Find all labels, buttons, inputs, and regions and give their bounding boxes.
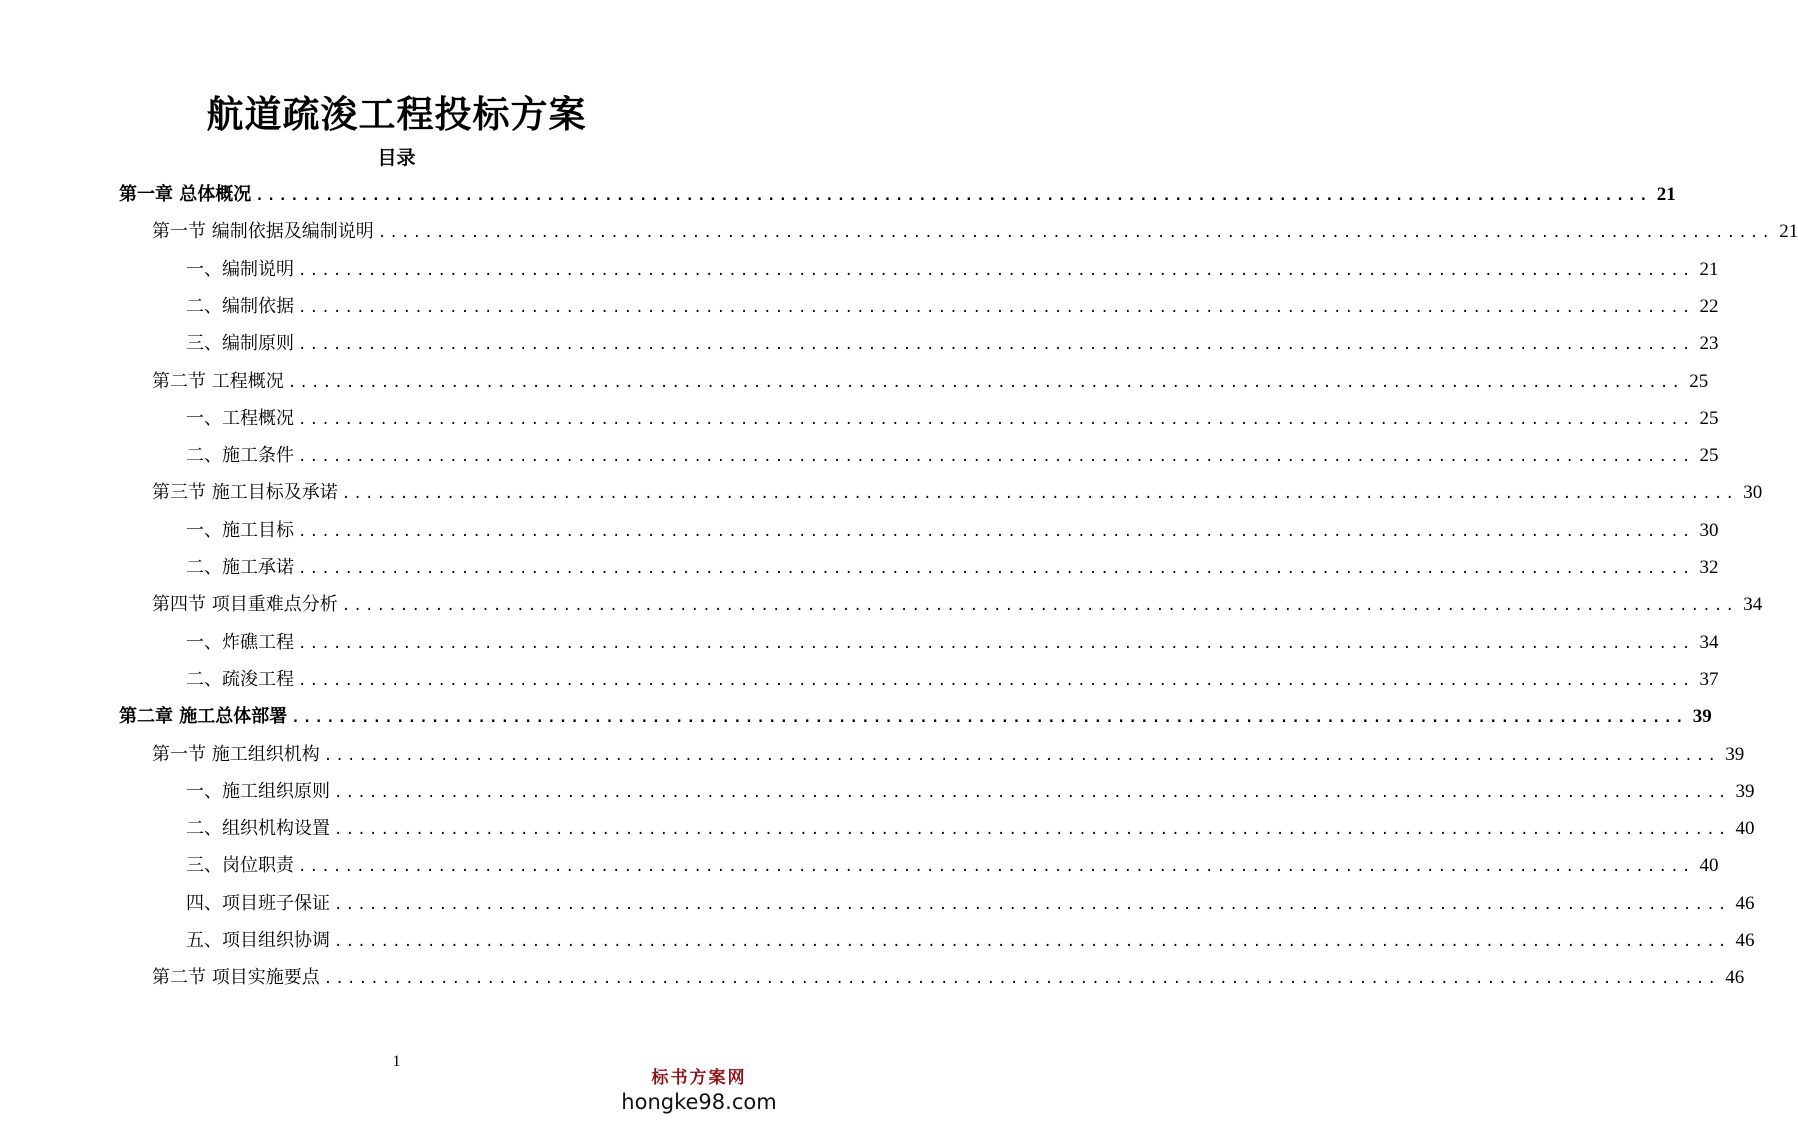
toc-dot-leader: ........................................................................................................................ [298, 523, 1694, 540]
toc-entry-label: 第二节 项目实施要点 [152, 967, 320, 989]
toc-heading: 目录 [377, 147, 416, 169]
toc-dot-leader: ........................................................................................................................ [377, 225, 1774, 242]
toc-dot-leader: ........................................................................................................................ [298, 337, 1694, 354]
toc-entry-label: 一、编制说明 [186, 258, 294, 280]
page-number: 1 [392, 1053, 401, 1070]
toc-entry-label: 二、施工条件 [186, 445, 294, 467]
toc-chapter-entry[interactable] [119, 702, 1712, 732]
toc-dot-leader: ........................................................................................................................ [298, 449, 1694, 466]
toc-entry-label: 第三节 施工目标及承诺 [152, 482, 338, 504]
toc-section-entry[interactable] [152, 217, 1798, 247]
toc-entry-page: 34 [1699, 631, 1719, 653]
toc-entry-page: 40 [1699, 855, 1719, 877]
toc-section-entry[interactable] [152, 963, 1745, 993]
toc-subsection-entry[interactable] [186, 889, 1755, 919]
toc-chapter-entry[interactable] [119, 180, 1676, 210]
toc-entry-label: 第二节 工程概况 [152, 370, 284, 392]
toc-dot-leader: ........................................................................................................................ [287, 374, 1684, 391]
toc-dot-leader: ........................................................................................................................ [334, 934, 1730, 950]
toc-entry-page: 30 [1743, 482, 1763, 504]
toc-entry-page: 39 [1692, 706, 1712, 728]
toc-entry-page: 21 [1656, 184, 1676, 205]
toc-subsection-entry[interactable] [186, 628, 1719, 658]
toc-dot-leader: ........................................................................................................................ [298, 859, 1694, 876]
toc-entry-label: 四、项目班子保证 [186, 892, 330, 914]
watermark-logo [619, 1066, 779, 1114]
toc-dot-leader: ........................................................................................................................ [298, 411, 1694, 428]
toc-dot-leader: ........................................................................................................................ [298, 561, 1694, 577]
toc-entry-page: 21 [1699, 258, 1719, 280]
toc-subsection-entry[interactable] [186, 516, 1719, 546]
toc-entry-label: 二、编制依据 [186, 295, 294, 317]
toc-entry-page: 34 [1743, 594, 1763, 616]
toc-section-entry[interactable] [152, 478, 1763, 508]
toc-subsection-entry[interactable] [186, 926, 1755, 956]
toc-section-entry[interactable] [152, 590, 1763, 620]
toc-subsection-entry[interactable] [186, 255, 1719, 285]
toc-entry-page: 25 [1699, 407, 1719, 429]
toc-entry-label: 五、项目组织协调 [186, 930, 330, 951]
toc-subsection-entry[interactable] [186, 292, 1719, 322]
toc-dot-leader: ........................................................................................................................ [291, 710, 1687, 727]
toc-entry-page: 25 [1699, 445, 1719, 467]
toc-subsection-entry[interactable] [186, 404, 1719, 434]
toc-entry-label: 一、炸礁工程 [186, 631, 294, 653]
toc-entry-label: 一、施工组织原则 [186, 780, 330, 802]
toc-entry-label: 一、施工目标 [186, 519, 294, 541]
toc-dot-leader: ........................................................................................................................ [298, 299, 1694, 316]
toc-dot-leader: ........................................................................................................................ [298, 262, 1694, 279]
toc-dot-leader: ........................................................................................................................ [341, 486, 1738, 503]
toc-entry-label: 第一节 施工组织机构 [152, 743, 320, 765]
toc-entry-label: 第二章 施工总体部署 [119, 706, 288, 728]
toc-entry-page: 21 [1779, 221, 1798, 243]
toc-subsection-entry[interactable] [186, 665, 1719, 695]
toc-entry-label: 第四节 项目重难点分析 [152, 594, 338, 616]
toc-entry-page: 39 [1725, 743, 1745, 765]
toc-entry-label: 二、组织机构设置 [186, 818, 330, 840]
toc-dot-leader: ........................................................................................................................ [298, 635, 1694, 652]
toc-entry-label: 第一节 编制依据及编制说明 [152, 221, 374, 243]
toc-entry-page: 39 [1735, 780, 1755, 802]
document-title: 航道疏浚工程投标方案 [206, 92, 587, 136]
toc-dot-leader: ........................................................................................................................ [255, 188, 1651, 204]
toc-dot-leader: ........................................................................................................................ [323, 971, 1720, 988]
toc-entry-label: 二、施工承诺 [186, 557, 294, 578]
toc-entry-page: 23 [1699, 333, 1719, 355]
toc-entry-page: 25 [1689, 370, 1709, 392]
toc-subsection-entry[interactable] [186, 814, 1755, 844]
toc-entry-page: 22 [1699, 295, 1719, 317]
toc-dot-leader: ........................................................................................................................ [341, 598, 1738, 615]
toc-entry-label: 三、岗位职责 [186, 855, 294, 877]
toc-dot-leader: ........................................................................................................................ [334, 784, 1730, 801]
watermark-text: 标书方案网 [651, 1068, 747, 1088]
toc-entry-label: 三、编制原则 [186, 333, 294, 355]
toc-subsection-entry[interactable] [186, 553, 1719, 583]
toc-entry-page: 32 [1699, 557, 1719, 578]
watermark-url: hongke98.com [621, 1090, 777, 1114]
toc-dot-leader: ........................................................................................................................ [323, 747, 1720, 764]
toc-entry-page: 46 [1725, 967, 1745, 989]
toc-subsection-entry[interactable] [186, 777, 1755, 807]
toc-dot-leader: ........................................................................................................................ [334, 896, 1730, 913]
toc-entry-page: 46 [1735, 930, 1755, 951]
toc-entry-page: 30 [1699, 519, 1719, 541]
toc-dot-leader: ........................................................................................................................ [334, 822, 1730, 839]
toc-entry-page: 37 [1699, 668, 1719, 690]
toc-entry-label: 二、疏浚工程 [186, 668, 294, 690]
toc-entry-label: 第一章 总体概况 [119, 184, 252, 205]
toc-entry-page: 46 [1735, 892, 1755, 914]
toc-subsection-entry[interactable] [186, 441, 1719, 471]
toc-entry-page: 40 [1735, 818, 1755, 840]
toc-subsection-entry[interactable] [186, 851, 1719, 881]
toc-subsection-entry[interactable] [186, 329, 1719, 359]
toc-section-entry[interactable] [152, 367, 1709, 397]
toc-section-entry[interactable] [152, 740, 1745, 770]
toc-entry-label: 一、工程概况 [186, 407, 294, 429]
toc-dot-leader: ........................................................................................................................ [298, 672, 1694, 689]
